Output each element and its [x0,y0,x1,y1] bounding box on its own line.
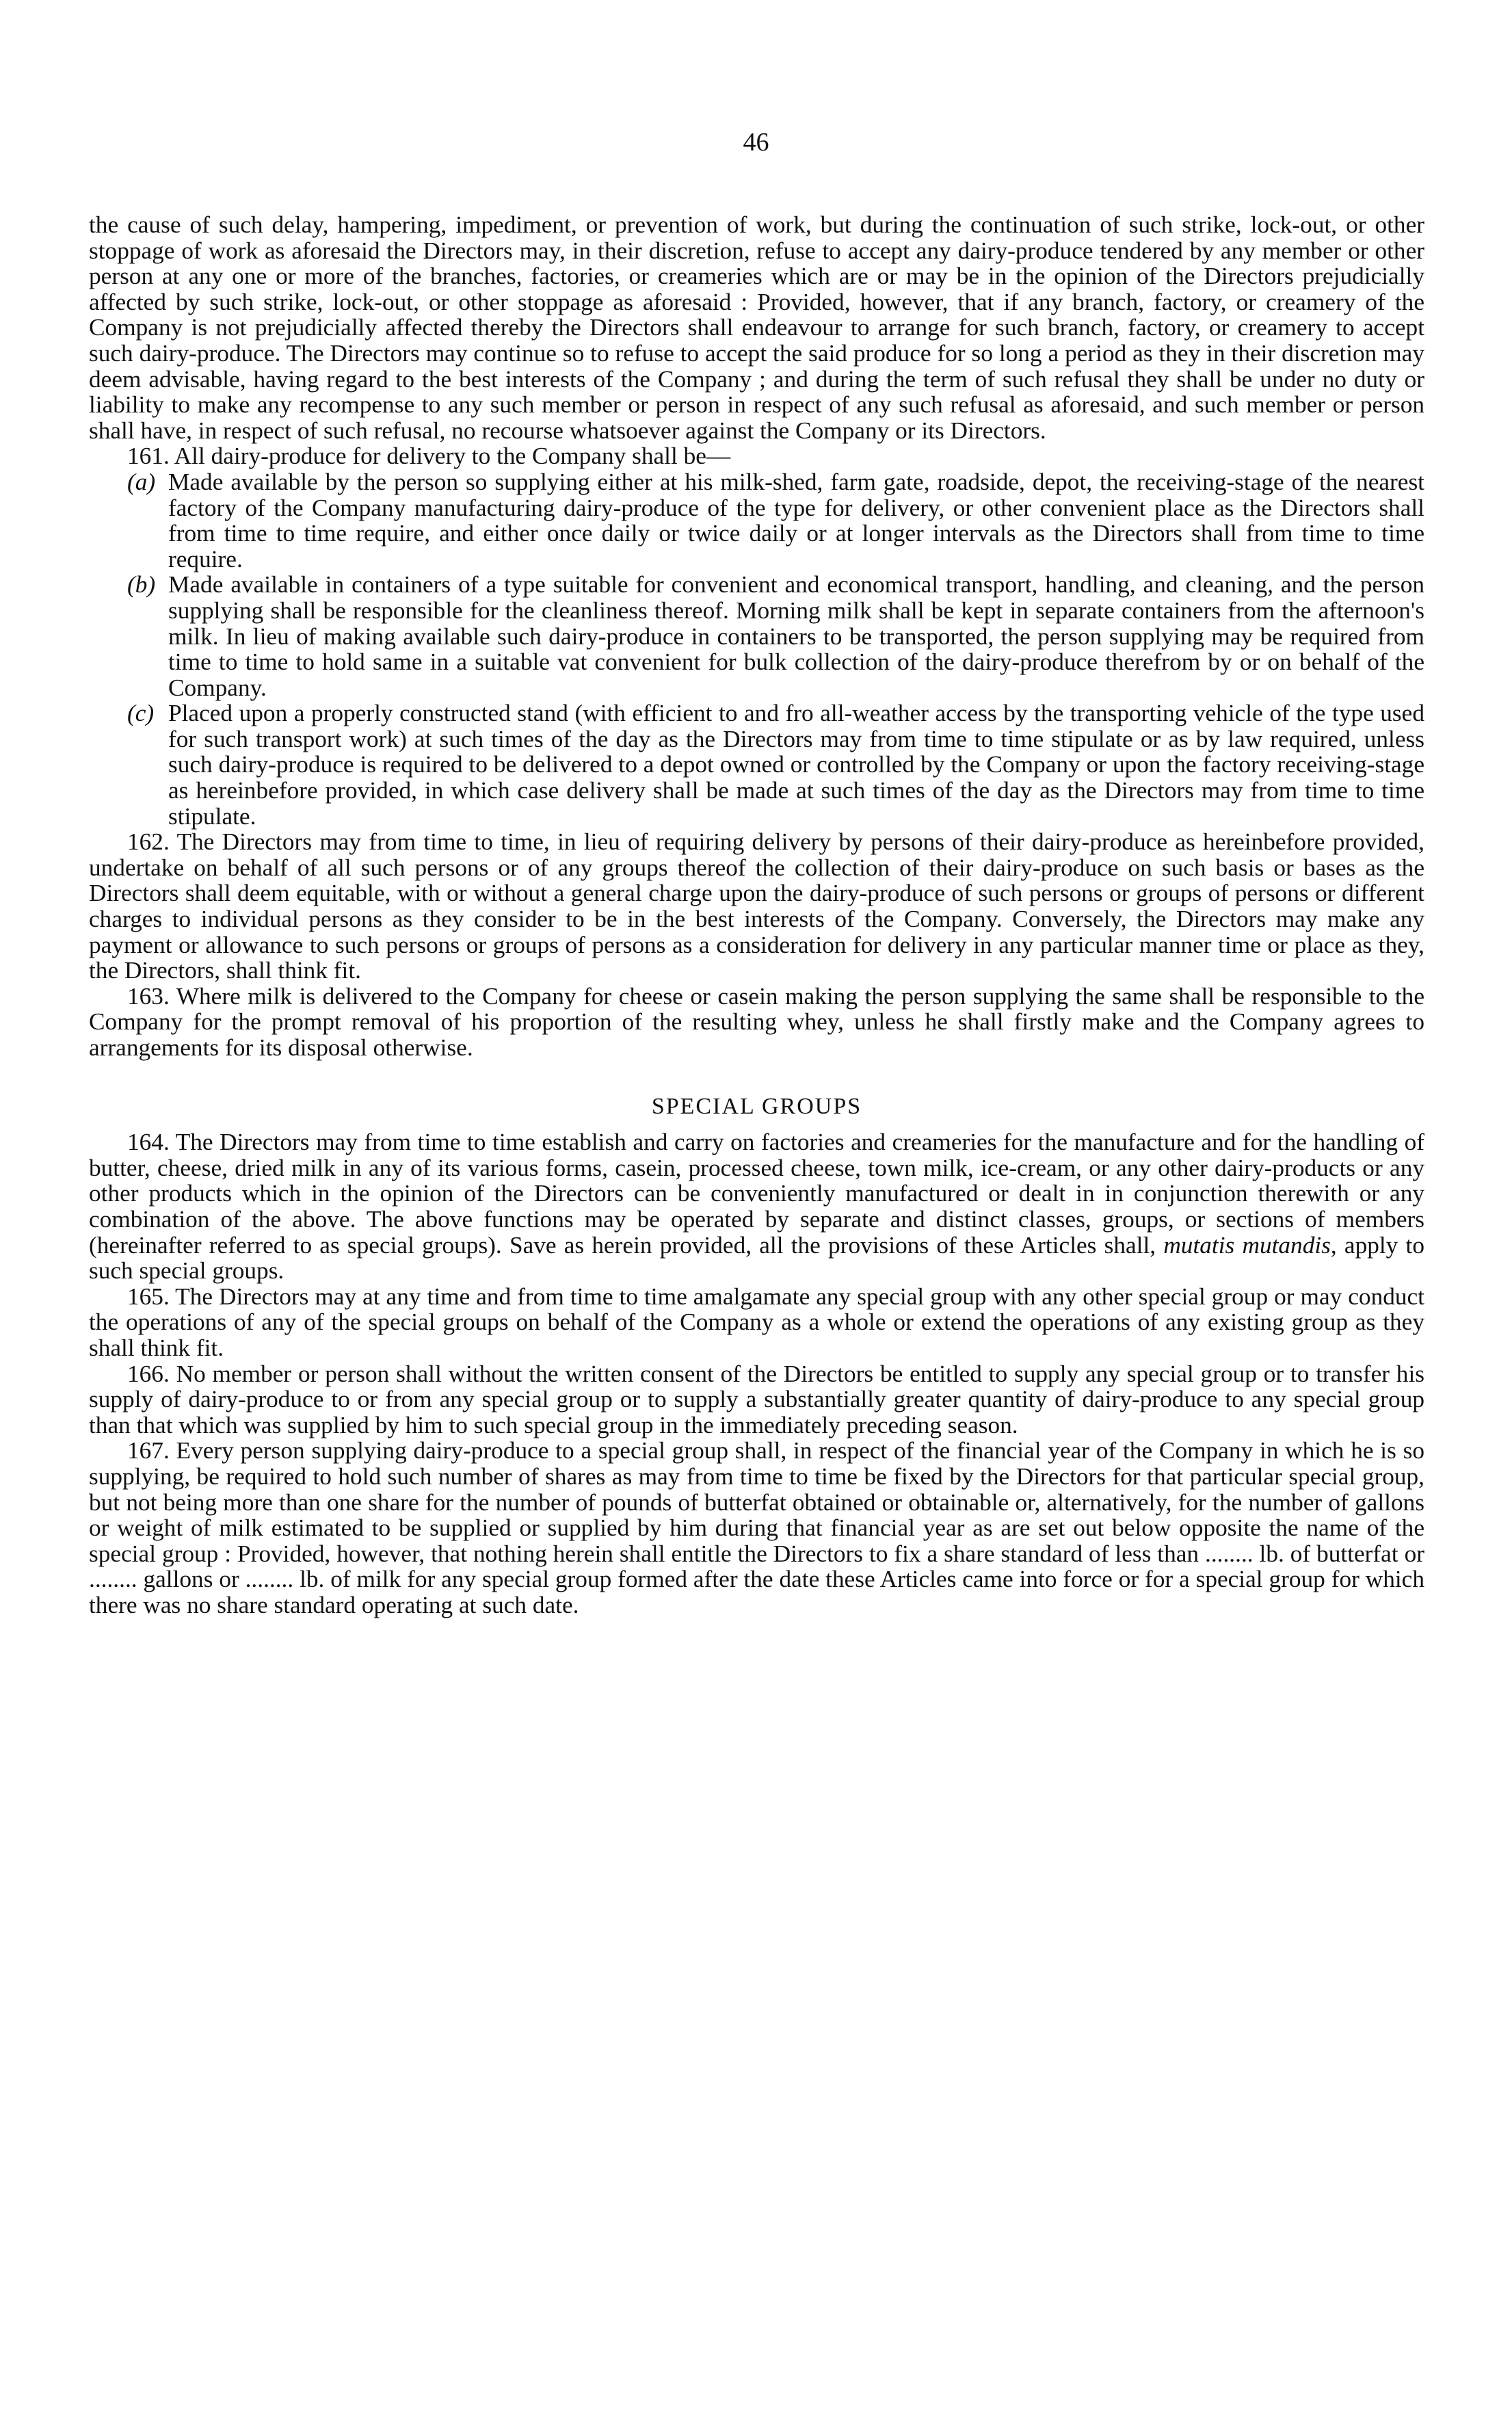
article-163: 163. Where milk is delivered to the Company for cheese or casein making the person supplying the same shall be responsible to the Company for the prompt removal of his proportion of the resulting whey, unless he shall firstly make and the Company agrees to arrangements for its disposal otherwise. [89,982,1424,1061]
item-label-a: (a) [127,468,156,495]
continued-paragraph: the cause of such delay, hampering, impediment, or prevention of work, but during the continuation of such strike, lock-out, or other stoppage of work as aforesaid the Directors may, in their discretion, refuse to accept any dairy-produce tendered by any member or other person at any one or more of the branches, factories, or creameries which are or may be in the opinion of the Directors prejudicially affected by such strike, lock-out, or other stoppage as aforesaid : Provided, however, that if any branch, factory, or creamery of the Company is not prejudicially affected thereby the Directors shall endeavour to arrange for such branch, factory, or creamery to accept such dairy-produce. The Directors may continue so to refuse to accept the said produce for so long a period as they in their discretion may deem advisable, having regard to the best interests of the Company ; and during the term of such refusal they shall be under no duty or liability to make any recompense to any such member or person in respect of any such refusal as aforesaid, and such member or person shall have, in respect of such refusal, no recourse whatsoever against the Company or its Directors. [89,211,1424,444]
item-text-c: Placed upon a properly constructed stand (with efficient to and fro all-weather access by the transporting vehicle of the type used for such transport work) at such times of the day as the Directors may from time to time stipulate or as by law required, unless such dairy-produce is required to be delivered to a depot owned or controlled by the Company or upon the factory receiving-stage as hereinbefore provided, in which case delivery shall be made at such times of the day as the Directors may from time to time stipulate. [168,700,1424,830]
page-number: 46 [743,128,769,157]
item-text-b: Made available in containers of a type suitable for convenient and economical transport, handling, and cleaning, and the person supplying shall be responsible for the cleanliness thereof. Morning milk shall be kept in separate containers from the afternoon's milk. In lieu of making available such dairy-produce in containers to be transported, the person supplying may be required from time to time to hold same in a suitable vat convenient for bulk collection of the dairy-produce therefrom by or on behalf of the Company. [168,571,1424,701]
article-166: 166. No member or person shall without the written consent of the Directors be entitled to supply any special group or to transfer his supply of dairy-produce to or from any special group or to supply a substantially greater quantity of dairy-produce to any special group than that which was supplied by him to such special group in the immediately preceding season. [89,1360,1424,1438]
item-text-a: Made available by the person so supplying either at his milk-shed, farm gate, roadside, depot, the receiving-stage of the nearest factory of the Company manufacturing dairy-produce of the type for delivery, or other convenient place as the Directors shall from time to time require, and either once daily or twice daily or at longer intervals as the Directors shall from time to time require. [168,468,1424,573]
article-164: 164. The Directors may from time to time establish and carry on factories and creameries for the manufacture and for the handling of butter, cheese, dried milk in any of its various forms, casein, processed cheese, town milk, ice-cream, or any other dairy-products or any other products which in the opinion of the Directors can be conveniently manufactured or dealt in in conjunction therewith or any combination of the above. The above functions may be operated by separate and distinct classes, groups, or sections of members (hereinafter referred to as special groups). Save as herein provided, all the provisions of these Articles shall, mutatis mutandis, apply to such special groups. [89,1129,1424,1285]
item-label-b: (b) [127,571,156,599]
item-label-c: (c) [127,700,155,727]
article-161-a [89,469,1424,572]
latin-phrase: mutatis mutandis [1163,1231,1331,1259]
section-heading-special-groups: SPECIAL GROUPS [651,1093,862,1119]
article-167: 167. Every person supplying dairy-produce to a special group shall, in respect of the financial year of the Company in which he is so supplying, be required to hold such number of shares as may from time to time be fixed by the Directors for that particular special group, but not being more than one share for the number of pounds of butterfat obtained or obtainable or, alternatively, for the number of gallons or weight of milk estimated to be supplied or supplied by him during that financial year as are set out below opposite the name of the special group : Provided, however, that nothing herein shall entitle the Directors to fix a share standard of less than ........ lb. of butterfat or ........ gallons or ........ lb. of milk for any special group formed after the date these Articles came into force or for a special group for which there was no share standard operating at such date. [89,1437,1424,1618]
article-161: 161. All dairy-produce for delivery to the Company shall be— [127,443,731,470]
article-161-b [89,572,1424,700]
article-161-c [89,700,1424,829]
article-165: 165. The Directors may at any time and from time to time amalgamate any special group with any other special group or may conduct the operations of any of the special groups on behalf of the Company as a whole or extend the operations of any existing group as they shall think fit. [89,1283,1424,1361]
article-162: 162. The Directors may from time to time, in lieu of requiring delivery by persons of their dairy-produce as hereinbefore provided, undertake on behalf of all such persons or of any groups thereof the collection of their dairy-produce on such basis or bases as the Directors shall deem equitable, with or without a general charge upon the dairy-produce of such persons or groups of persons or different charges to individual persons as they consider to be in the best interests of the Company. Conversely, the Directors may make any payment or allowance to such persons or groups of persons as a consideration for delivery in any particular manner time or place as they, the Directors, shall think fit. [89,828,1424,984]
document-body [89,212,1424,1618]
